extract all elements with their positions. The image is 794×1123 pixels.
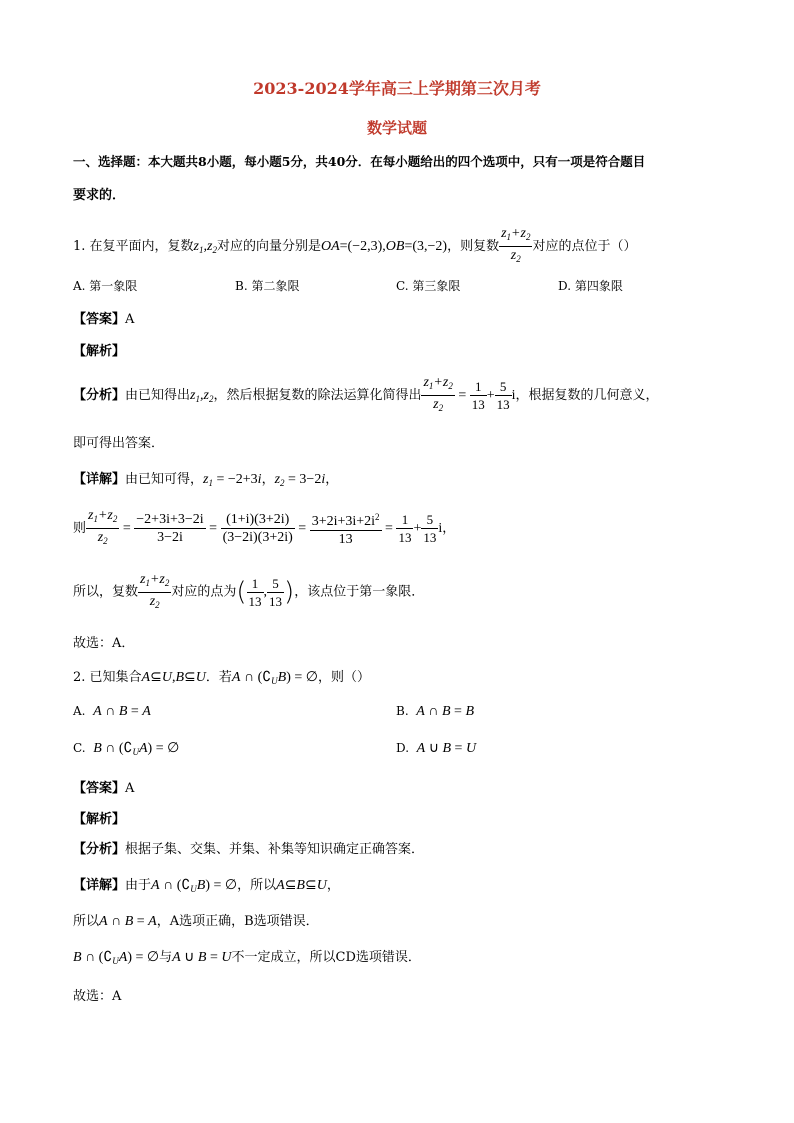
q2-analysis-label: 【解析】	[73, 812, 126, 827]
q1-analysis-label: 【解析】	[73, 344, 126, 359]
q1-option-b: B. 第二象限	[235, 279, 300, 293]
section-heading-line1: 一、选择题：本大题共8小题，每小题5分，共40分．在每小题给出的四个选项中，只有一项是符合题目	[73, 154, 646, 169]
q1-computation: 则 $\frac{z_1+z_2}{z_2}$ = $\frac{-2+3i+3-2i}{3-2i}$ = $\frac{(1+i)(3+2i)}{(3-2i)(3+2i)}$ = $\frac{3+2i+3i+2i^2}{13}$ = $\frac{1}{13}$ + $\frac{5}{13}$ i，	[73, 508, 456, 547]
q2-stem: 2. 已知集合A⊆U,B⊆U．若A ∩ $(∁_UB)$ = ∅，则（）	[73, 670, 370, 686]
q2-detail-line2: 所以A ∩ B = A，A选项正确，B选项错误．	[73, 914, 319, 929]
page-subtitle: 数学试题	[366, 119, 427, 137]
q1-option-a: A. 第一象限	[73, 279, 138, 293]
q2-option-a: A. A ∩ B = A	[73, 704, 151, 719]
q1-detail: 【详解】由已知可得，$z_1 = -2+3i$，$z_2 = 3-2i$，	[73, 472, 339, 488]
q2-fenxi: 【分析】根据子集、交集、并集、补集等知识确定正确答案．	[73, 842, 425, 857]
page-title: 2023-2024学年高三上学期第三次月考	[253, 79, 541, 98]
q1-option-c: C. 第三象限	[396, 279, 461, 293]
q2-final: 故选：A	[73, 989, 122, 1004]
q2-option-b: B. A ∩ B = B	[396, 704, 474, 719]
section-heading-line2: 要求的．	[73, 188, 126, 203]
q1-fenxi: 【分析】由已知得出$z_1,z_2$，然后根据复数的除法运算化简得出 $\frac{z_1+z_2}{z_2}$ = $\frac{1}{13}$ + $\frac{5}{13}$ i，根据复数的几何意义，	[73, 375, 659, 413]
q2-answer: 【答案】A	[73, 781, 135, 796]
q1-point: 所以，复数 $\frac{z_1+z_2}{z_2}$ 对应的点为( $\frac{1}{13}$ , $\frac{5}{13}$ )，该点位于第一象限．	[73, 571, 425, 610]
q1-fenxi-line2: 即可得出答案．	[73, 436, 165, 451]
q1-final: 故选：A．	[73, 636, 135, 651]
q2-detail: 【详解】由于A ∩ $(∁_UB)$ = ∅，所以A⊆B⊆U，	[73, 878, 340, 894]
q2-option-c: C. B ∩ $(∁_UA)$ = ∅	[73, 741, 180, 757]
q2-detail-line3: B ∩ $(∁_UA)$ = ∅与A ∪ B = U不一定成立，所以CD选项错误．	[73, 950, 421, 966]
q2-option-d: D. A ∪ B = U	[396, 741, 477, 756]
q1-stem: 1. 在复平面内，复数$z_1,z_2$对应的向量分别是OA=(−2,3),OB=(3,−2)，则复数 $\frac{z_1+z_2}{z_2}$ 对应的点位于（）	[73, 222, 636, 272]
q1-answer: 【答案】A	[73, 312, 135, 327]
q1-fraction: $\frac{z_1+z_2}{z_2}$	[501, 226, 531, 264]
q1-option-d: D. 第四象限	[558, 279, 623, 293]
